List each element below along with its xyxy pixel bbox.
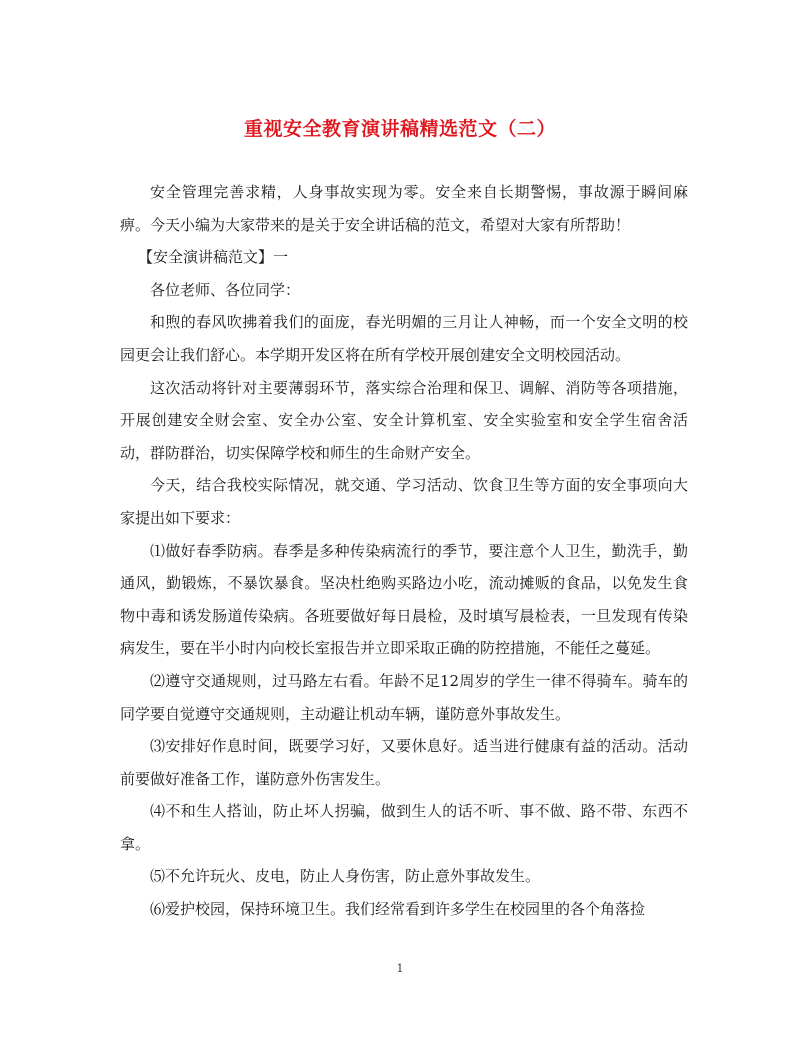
paragraph-section-heading: 【安全演讲稿范文】一 — [138, 248, 289, 267]
paragraph-item-6: ⑹爱护校园，保持环境卫生。我们经常看到许多学生在校园里的各个角落捡 — [150, 900, 646, 919]
document-title: 重视安全教育演讲稿精选范文（二） — [243, 118, 556, 140]
paragraph-salutation: 各位老师、各位同学： — [150, 280, 301, 299]
page-number: 1 — [396, 962, 404, 975]
paragraph-item-3: ⑶安排好作息时间，既要学习好，又要休息好。适当进行健康有益的活动。活动前要做好准备工作，谨防意外伤害发生。 — [120, 737, 688, 788]
paragraph-item-4: ⑷不和生人搭讪，防止坏人拐骗，做到生人的话不听、事不做、路不带、东西不拿。 — [120, 802, 688, 853]
paragraph-requirements-intro: 今天，结合我校实际情况，就交通、学习活动、饮食卫生等方面的安全事项向大家提出如下要求： — [120, 476, 688, 527]
paragraph-spring: 和煦的春风吹拂着我们的面庞，春光明媚的三月让人神畅，而一个安全文明的校园更会让我们舒心。本学期开发区将在所有学校开展创建安全文明校园活动。 — [120, 313, 688, 364]
document-body — [120, 176, 688, 926]
paragraph-item-1: ⑴做好春季防病。春季是多种传染病流行的季节，要注意个人卫生，勤洗手，勤通风，勤锻炼，不暴饮暴食。坚决杜绝购买路边小吃，流动摊贩的食品，以免发生食物中毒和诱发肠道传染病。各班要做好每日晨检，及时填写晨检表，一旦发现有传染病发生，要在半小时内向校长室报告并立即采取正确的防控措施，不能任之蔓延。 — [120, 541, 688, 658]
paragraph-activity: 这次活动将针对主要薄弱环节，落实综合治理和保卫、调解、消防等各项措施，开展创建安全财会室、安全办公室、安全计算机室、安全实验室和安全学生宿舍活动，群防群治，切实保障学校和师生的生命财产安全。 — [120, 378, 688, 462]
paragraph-item-5: ⑸不允许玩火、皮电，防止人身伤害，防止意外事故发生。 — [150, 867, 541, 886]
paragraph-item-2: ⑵遵守交通规则，过马路左右看。年龄不足12周岁的学生一律不得骑车。骑车的同学要自觉遵守交通规则，主动避让机动车辆，谨防意外事故发生。 — [120, 671, 688, 723]
paragraph-intro: 安全管理完善求精，人身事故实现为零。安全来自长期警惕，事故源于瞬间麻痹。今天小编为大家带来的是关于安全讲话稿的范文，希望对大家有所帮助！ — [120, 183, 688, 234]
